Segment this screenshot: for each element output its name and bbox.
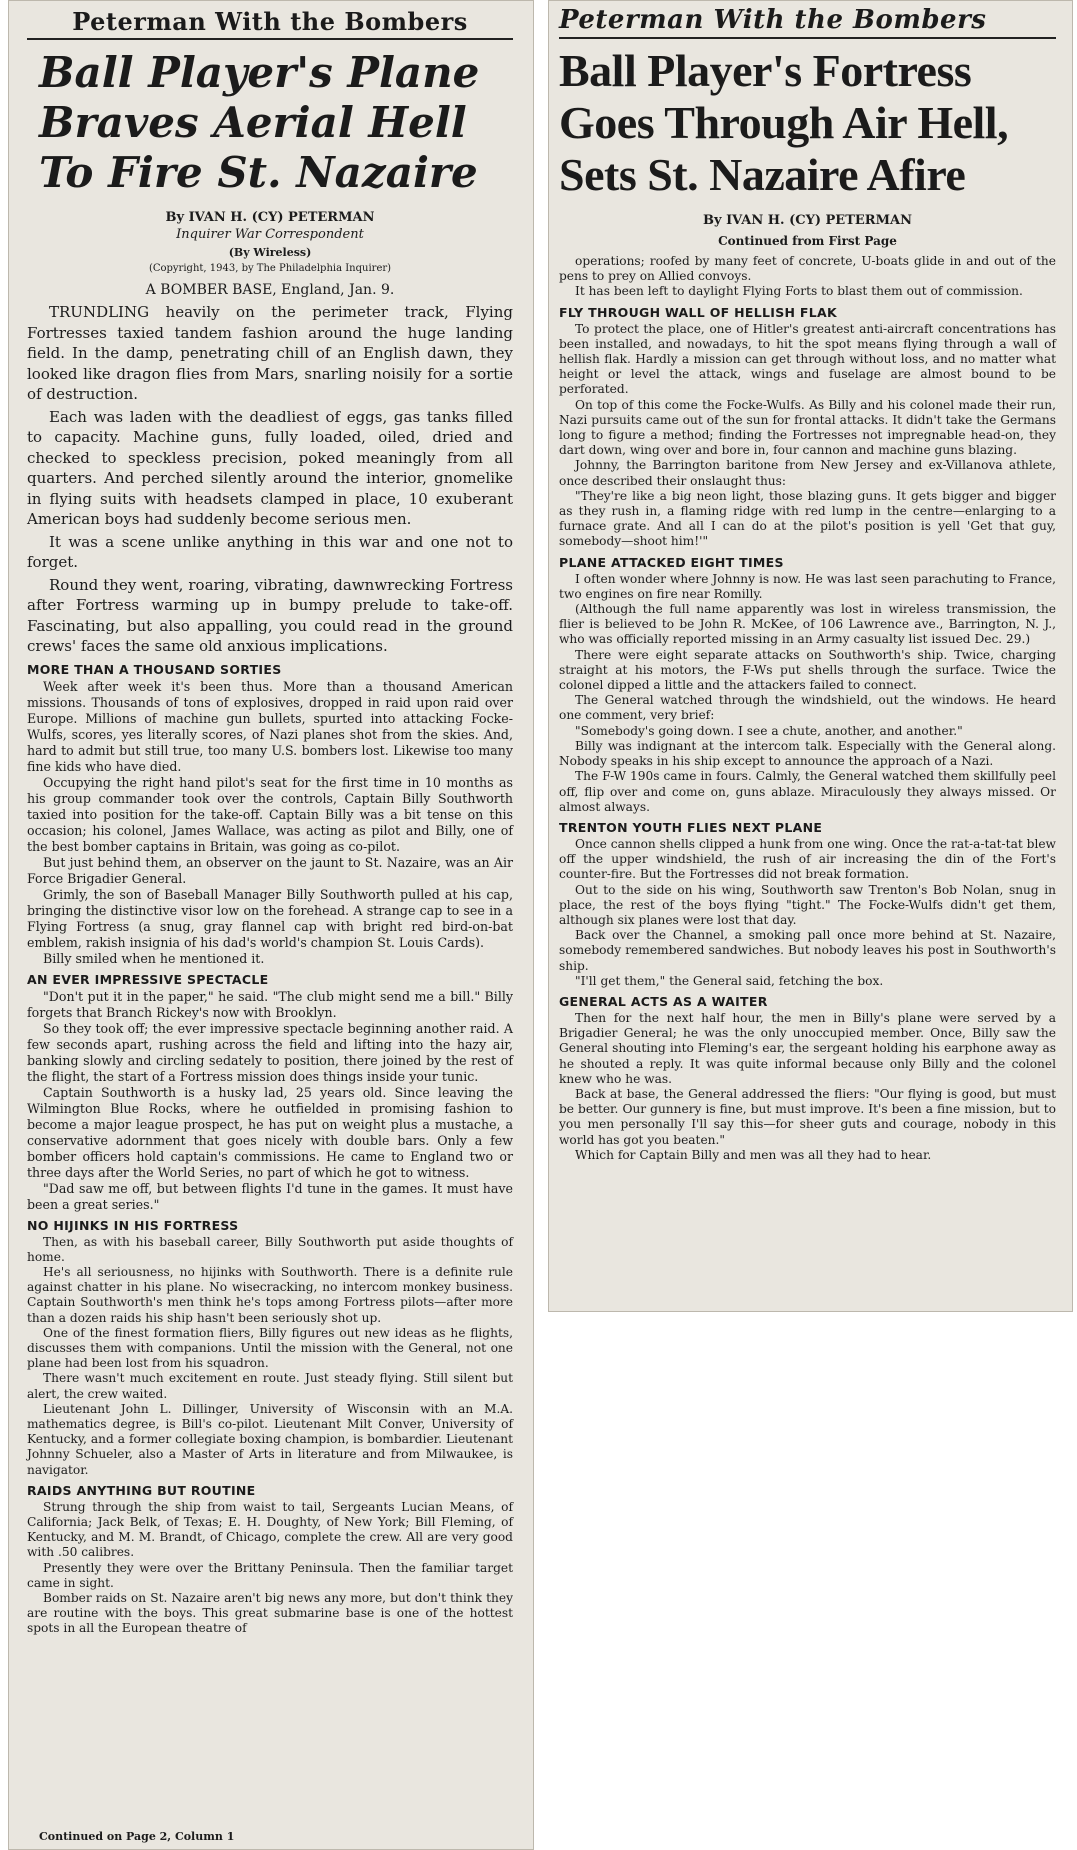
paragraph: The F-W 190s came in fours. Calmly, the General watched them skillfully peel off, flip over and come on, guns ablaze. Miraculously they always missed. Or almost always. <box>559 769 1056 814</box>
paragraph: Then for the next half hour, the men in Billy's plane were served by a Brigadier General; he was the only unoccupied member. Once, Billy saw the General shouting into Fleming's ear, the sergeant holding his earphone away as he shouted a reply. It was quite informal because only Billy and the colonel knew who he was. <box>559 1010 1056 1086</box>
paragraph: Bomber raids on St. Nazaire aren't big news any more, but don't think they are routine with the boys. This great submarine base is one of the hottest spots in all the European theatre of <box>27 1590 513 1636</box>
paragraph: TRUNDLING heavily on the perimeter track, Flying Fortresses taxied tandem fashion around the huge landing field. In the damp, penetrating chill of an English dawn, they looked like dragon flies from Mars, snarling noisily for a sortie of destruction. <box>27 303 513 403</box>
left-headline: Ball Player's Plane Braves Aerial Hell To Fire St. Nazaire <box>39 48 480 197</box>
section-heading: MORE THAN A THOUSAND SORTIES <box>27 661 282 677</box>
paragraph: Billy was indignant at the intercom talk. Especially with the General along. Nobody speaks in his ship except to announce the approach of a Nazi. <box>559 738 1056 769</box>
right-clipping <box>548 0 1073 1312</box>
paragraph: Once cannon shells clipped a hunk from one wing. Once the rat-a-tat-tat blew off the upper windshield, the rush of air increasing the din of the Fort's counter-fire. But the Fortresses did not break formation. <box>559 836 1056 882</box>
paragraph: "Dad saw me off, but between flights I'd tune in the games. It must have been a great series." <box>27 1180 513 1212</box>
section-heading: PLANE ATTACKED EIGHT TIMES <box>559 554 784 570</box>
left-copyright: (Copyright, 1943, by The Philadelphia Inquirer) <box>148 263 392 274</box>
right-kicker: Peterman With the Bombers <box>559 5 1056 39</box>
paragraph: Billy smiled when he mentioned it. <box>43 950 265 966</box>
paragraph: Grimly, the son of Baseball Manager Billy Southworth pulled at his cap, bringing the distinctive visor low on the forehead. A strange cap to see in a Flying Fortress (a snug, gray flannel cap with bright red bird-on-bat emblem, rakish insignia of his dad's world's champion St. Louis Cards). <box>27 886 513 950</box>
paragraph: On top of this come the Focke-Wulfs. As Billy and his colonel made their run, Nazi pursuits came out of the sun for frontal attacks. It didn't take the Germans long to figure a method; finding the Fortresses not impregnable head-on, they dart down, wing over and bore in, four cannon and machine guns blazing. <box>559 397 1056 458</box>
paragraph: Occupying the right hand pilot's seat for the first time in 10 months as his group commander took over the controls, Captain Billy Southworth taxied into position for the take-off. Captain Billy was a bit tense on this occasion; his colonel, James Wallace, was acting as pilot and Billy, one of the best bomber captains in Britain, was going as co-pilot. <box>27 774 513 854</box>
left-clipping <box>8 0 534 1850</box>
left-correspondent-title: Inquirer War Correspondent <box>176 227 364 242</box>
section-heading: AN EVER IMPRESSIVE SPECTACLE <box>27 971 269 987</box>
paragraph: Which for Captain Billy and men was all they had to hear. <box>575 1147 932 1162</box>
left-kicker: Peterman With the Bombers <box>27 7 513 40</box>
paragraph: Strung through the ship from waist to tail, Sergeants Lucian Means, of California; Jack Belk, of Texas; E. H. Doughty, of New York; Bill Fleming, of Kentucky, and M. M. Brandt, of Chicago, complete the crew. All are very good with .50 calibres. <box>27 1499 513 1560</box>
paragraph: So they took off; the ever impressive spectacle beginning another raid. A few seconds apart, rushing across the field and lifting into the hazy air, banking slowly and circling sedately to position, there joined by the rest of the flight, the start of a Fortress mission does things inside your tunic. <box>27 1020 513 1084</box>
right-body <box>559 254 1056 1163</box>
paragraph: Back over the Channel, a smoking pall once more behind at St. Nazaire, somebody remembered sandwiches. But nobody leaves his post in Southworth's ship. <box>559 928 1056 973</box>
paragraph: Captain Southworth is a husky lad, 25 years old. Since leaving the Wilmington Blue Rocks, where he outfielded in promising fashion to become a major league prospect, he has put on weight plus a mustache, a conservative adornment that goes nicely with double bars. Only a few bomber officers hold captain's commissions. He came to England two or three days after the World Series, no part of which he got to witness. <box>27 1084 513 1180</box>
paragraph: "Somebody's going down. I see a chute, another, and another." <box>575 723 963 738</box>
paragraph: Week after week it's been thus. More than a thousand American missions. Thousands of tons of explosives, dropped in raid upon raid over Europe. Millions of machine gun bullets, spurted into attacking Focke-Wulfs, scores, yes literally scores, of Nazi planes shot from the skies. And, hard to admit but still true, too many U.S. bombers lost. Likewise too many fine kids who have died. <box>27 678 513 774</box>
paragraph: One of the finest formation fliers, Billy figures out new ideas as he flights, discusses them with companions. Until the mission with the General, not one plane had been lost from his squadron. <box>27 1325 513 1371</box>
paragraph: Back at base, the General addressed the fliers: "Our flying is good, but must be better. Our gunnery is fine, but must improve. It's been a fine mission, but to you men personally I'll say this—for sheer guts and courage, nobody in this world has got you beaten." <box>559 1086 1056 1147</box>
paragraph: Lieutenant John L. Dillinger, University of Wisconsin with an M.A. mathematics degree, is Bill's co-pilot. Lieutenant Milt Conver, University of Kentucky, and a former collegiate boxing champion, is bombardier. Lieutenant Johnny Schueler, also a Master of Arts in literature and from Milwaukee, is navigator. <box>27 1401 513 1477</box>
section-heading: FLY THROUGH WALL OF HELLISH FLAK <box>559 304 837 320</box>
paragraph: The General watched through the windshield, out the windows. He heard one comment, very brief: <box>559 693 1056 723</box>
paragraph: Johnny, the Barrington baritone from New Jersey and ex-Villanova athlete, once described their onslaught thus: <box>559 458 1056 488</box>
paragraph: I often wonder where Johnny is now. He was last seen parachuting to France, two engines on fire near Romilly. <box>559 571 1056 601</box>
left-lead-text <box>27 302 513 657</box>
section-heading: TRENTON YOUTH FLIES NEXT PLANE <box>559 819 823 835</box>
paragraph: It was a scene unlike anything in this war and one not to forget. <box>27 532 513 571</box>
continued-footer: Continued on Page 2, Column 1 <box>39 1830 235 1843</box>
paragraph: Presently they were over the Brittany Peninsula. Then the familiar target came in sight. <box>27 1560 513 1590</box>
section-heading: NO HIJINKS IN HIS FORTRESS <box>27 1217 239 1233</box>
right-byline: By IVAN H. (CY) PETERMAN <box>703 213 912 228</box>
paragraph: To protect the place, one of Hitler's greatest anti-aircraft concentrations has been installed, and nowadays, to hit the spot means flying through a wall of hellish flak. Hardly a mission can get through without loss, and no matter what height or level the attack, wings and fuselage are almost bound to be perforated. <box>559 321 1056 397</box>
paragraph: "They're like a big neon light, those blazing guns. It gets bigger and bigger as they rush in, a flaming ridge with red lump in the centre—enlarging to a furnace grate. And all I can do at the pilot's position is yell 'Get that guy, somebody—shoot him!'" <box>559 488 1056 549</box>
paragraph: There were eight separate attacks on Southworth's ship. Twice, charging straight at his motors, the F-Ws put shells through the surface. Twice the colonel dipped a little and the attackers failed to connect. <box>559 647 1056 693</box>
paragraph: It has been left to daylight Flying Forts to blast them out of commission. <box>575 284 1023 299</box>
continued-from-first-page: Continued from First Page <box>718 234 897 248</box>
paragraph: (Although the full name apparently was lost in wireless transmission, the flier is believed to be John R. McKee, of 106 Lawrence ave., Barrington, N. J., who was officially reported missing in an Army casualty list issued Dec. 29.) <box>559 602 1056 647</box>
section-heading: GENERAL ACTS AS A WAITER <box>559 993 768 1009</box>
paragraph: "I'll get them," the General said, fetching the box. <box>575 973 884 988</box>
paragraph: Each was laden with the deadliest of eggs, gas tanks filled to capacity. Machine guns, fully loaded, oiled, dried and checked to speckless precision, poked meaningly from all quarters. And perched silently around the interior, gnomelike in flying suits with headsets clamped in place, 10 exuberant American boys had suddenly become serious men. <box>27 407 513 528</box>
paragraph: But just behind them, an observer on the jaunt to St. Nazaire, was an Air Force Brigadier General. <box>27 854 513 886</box>
right-headline: Ball Player's Fortress Goes Through Air Hell, Sets St. Nazaire Afire <box>559 45 1009 200</box>
paragraph: Out to the side on his wing, Southworth saw Trenton's Bob Nolan, snug in place, the rest of the boys flying "tight." The Focke-Wulfs didn't get them, although six planes were lost that day. <box>559 882 1056 927</box>
paragraph: operations; roofed by many feet of concrete, U-boats glide in and out of the pens to prey on Allied convoys. <box>559 254 1056 284</box>
paragraph: Round they went, roaring, vibrating, dawnwrecking Fortress after Fortress warming up in bumpy prelude to take-off. Fascinating, but also appalling, you could read in the ground crews' faces the same old anxious implications. <box>27 575 513 655</box>
section-heading: RAIDS ANYTHING BUT ROUTINE <box>27 1482 256 1498</box>
paragraph: He's all seriousness, no hijinks with Southworth. There is a definite rule against chatter in his plane. No wisecracking, no intercom monkey business. Captain Southworth's men think he's tops among Fortress pilots—after more than a dozen raids his ship hasn't been seriously shot up. <box>27 1264 513 1325</box>
left-wire-credit: (By Wireless) <box>228 246 312 259</box>
left-body-lower <box>27 1218 513 1637</box>
paragraph: There wasn't much excitement en route. Just steady flying. Still silent but alert, the crew waited. <box>27 1371 513 1401</box>
left-body <box>27 662 513 1213</box>
paragraph: Then, as with his baseball career, Billy Southworth put aside thoughts of home. <box>27 1234 513 1264</box>
paragraph: "Don't put it in the paper," he said. "The club might send me a bill." Billy forgets that Branch Rickey's now with Brooklyn. <box>27 988 513 1020</box>
left-dateline: A BOMBER BASE, England, Jan. 9. <box>145 282 395 298</box>
left-byline: By IVAN H. (CY) PETERMAN <box>165 210 375 225</box>
